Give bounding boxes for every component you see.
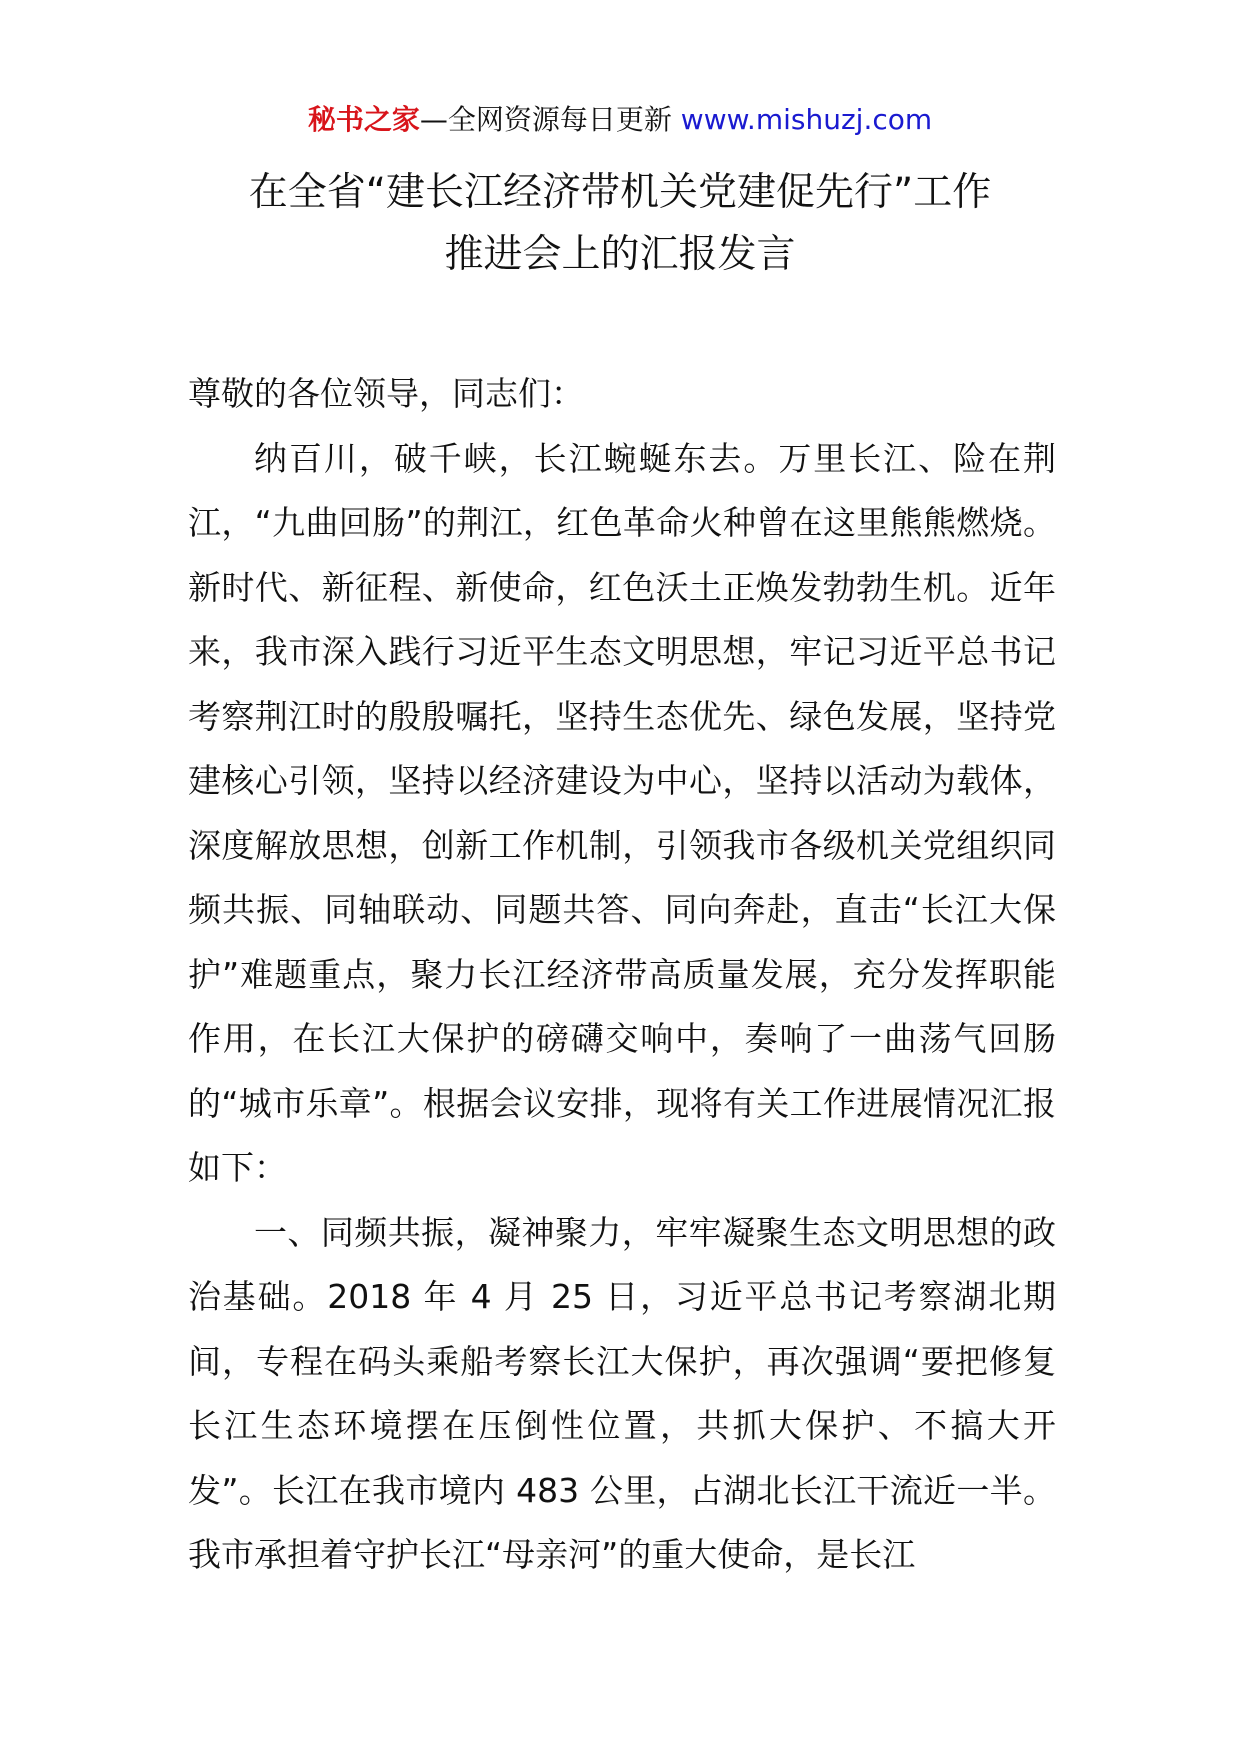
watermark-header <box>0 100 1240 140</box>
salutation: 尊敬的各位领导，同志们： <box>188 374 584 413</box>
paragraph-intro: 纳百川，破千峡，长江蜿蜒东去。万里长江、险在荆江，“九曲回肠”的荆江，红色革命火种曾在这里熊熊燃烧。新时代、新征程、新使命，红色沃土正焕发勃勃生机。近年来，我市深入践行习近平生态文明思想，牢记习近平总书记考察荆江时的殷殷嘱托，坚持生态优先、绿色发展，坚持党建核心引领，坚持以经济建设为中心，坚持以活动为载体，深度解放思想，创新工作机制，引领我市各级机关党组织同频共振、同轴联动、同题共答、同向奔赴，直击“长江大保护”难题重点，聚力长江经济带高质量发展，充分发挥职能作用，在长江大保护的磅礴交响中，奏响了一曲荡气回肠的“城市乐章”。根据会议安排，现将有关工作进展情况汇报如下： <box>188 438 1056 1187</box>
site-link[interactable]: www.mishuzj.com <box>680 103 933 136</box>
brand-name: 秘书之家 <box>307 103 420 136</box>
paragraph-section-1: 一、同频共振，凝神聚力，牢牢凝聚生态文明思想的政治基础。2018 年 4 月 25 日，习近平总书记考察湖北期间，专程在码头乘船考察长江大保护，再次强调“要把修复长江生态环境摆在压倒性位置，共抓大保护、不搞大开发”。长江在我市境内 483 公里，占湖北长江干流近一半。我市承担着守护长江“母亲河”的重大使命，是长江 <box>188 1212 1056 1574</box>
title-line-2: 推进会上的汇报发言 <box>444 232 796 277</box>
document-title <box>150 162 1090 286</box>
document-body <box>188 362 1056 1588</box>
header-tagline: —全网资源每日更新 <box>419 103 672 136</box>
title-line-1: 在全省“建长江经济带机关党建促先行”工作 <box>248 170 992 215</box>
